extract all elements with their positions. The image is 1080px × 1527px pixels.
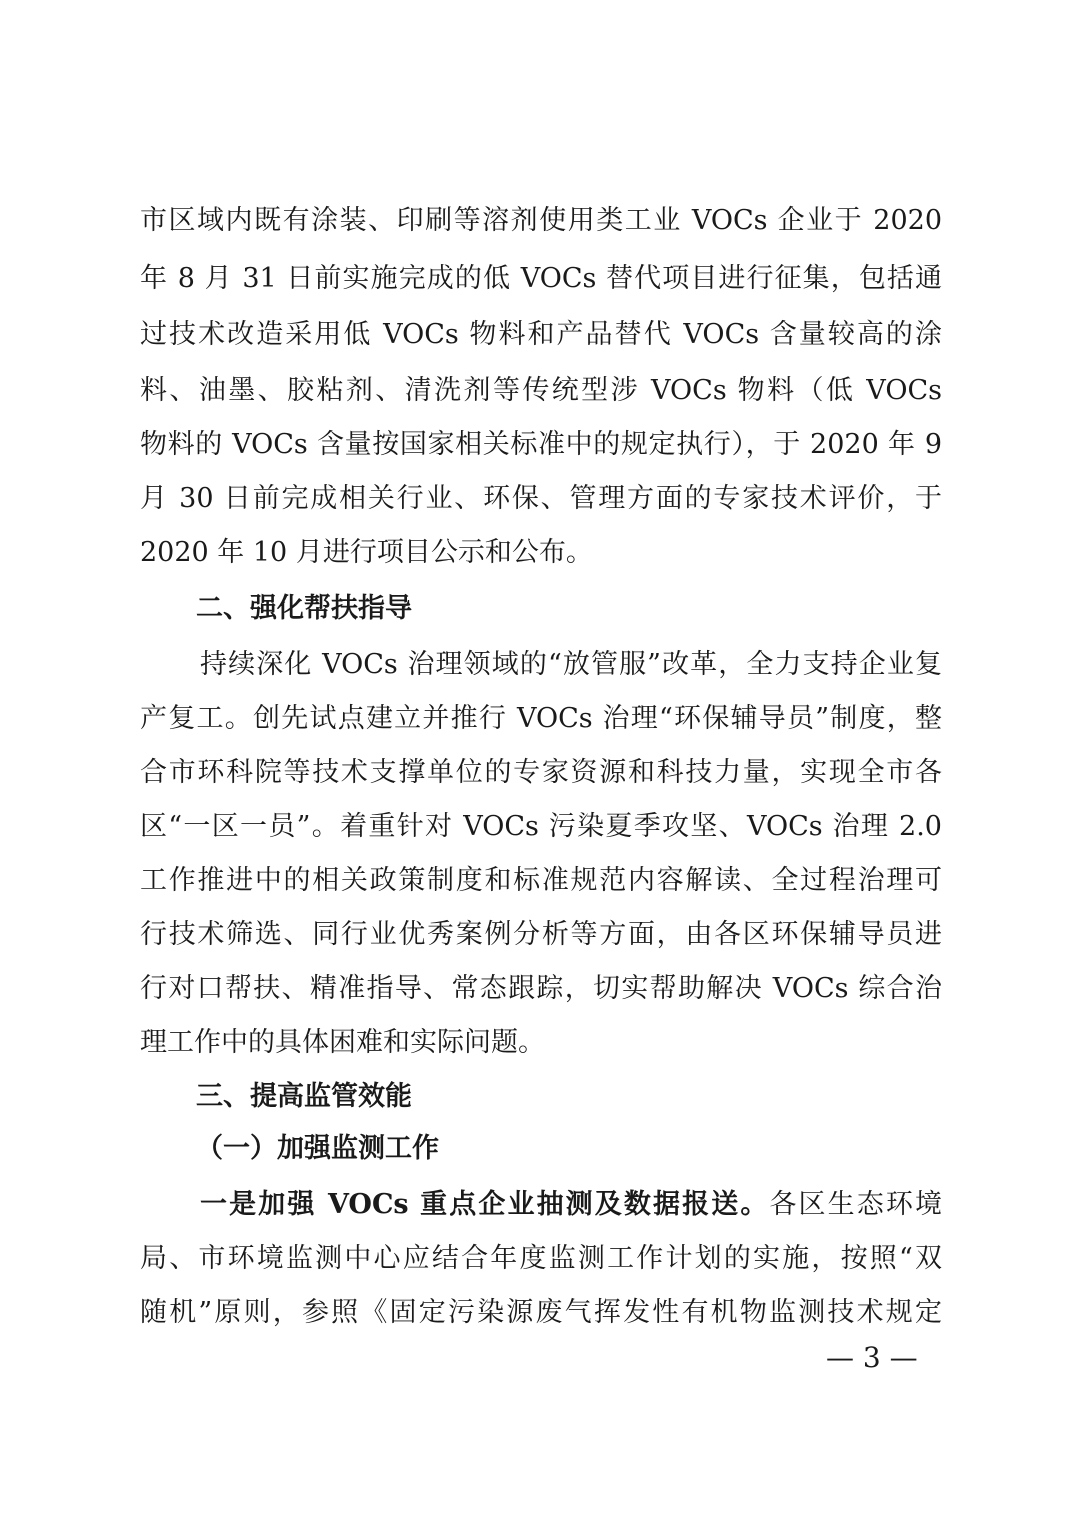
paragraph-line-first: 持续深化 VOCs 治理领域的“放管服”改革，全力支持企业复 (200, 649, 942, 680)
paragraph-line-last: 2020 年 10 月进行项目公示和公布。 (140, 537, 593, 568)
paragraph-line: 年 8 月 31 日前实施完成的低 VOCs 替代项目进行征集，包括通 (140, 263, 942, 294)
paragraph-line: 料、油墨、胶粘剂、清洗剂等传统型涉 VOCs 物料（低 VOCs (140, 375, 942, 406)
subsection-heading: （一）加强监测工作 (196, 1133, 439, 1164)
paragraph-line-first (200, 1180, 942, 1230)
bold-lead-text: 一是加强 VOCs 重点企业抽测及数据报送。 (200, 1189, 770, 1220)
paragraph-line: 物料的 VOCs 含量按国家相关标准中的规定执行），于 2020 年 9 (140, 429, 942, 460)
paragraph-line: 过技术改造采用低 VOCs 物料和产品替代 VOCs 含量较高的涂 (140, 319, 942, 350)
section-heading: 三、提高监管效能 (196, 1081, 412, 1112)
paragraph-line: 市区域内既有涂装、印刷等溶剂使用类工业 VOCs 企业于 2020 (140, 205, 942, 236)
paragraph-line: 工作推进中的相关政策制度和标准规范内容解读、全过程治理可 (140, 865, 942, 896)
paragraph-line: 行对口帮扶、精准指导、常态跟踪，切实帮助解决 VOCs 综合治 (140, 973, 942, 1004)
paragraph-line: 随机”原则，参照《固定污染源废气挥发性有机物监测技术规定 (140, 1297, 942, 1328)
paragraph-line: 局、市环境监测中心应结合年度监测工作计划的实施，按照“双 (140, 1243, 942, 1274)
paragraph-line-last: 理工作中的具体困难和实际问题。 (140, 1027, 545, 1058)
paragraph-line: 产复工。创先试点建立并推行 VOCs 治理“环保辅导员”制度，整 (140, 703, 942, 734)
paragraph-line: 区“一区一员”。着重针对 VOCs 污染夏季攻坚、VOCs 治理 2.0 (140, 811, 942, 842)
paragraph-line: 合市环科院等技术支撑单位的专家资源和科技力量，实现全市各 (140, 757, 942, 788)
paragraph-line: 行技术筛选、同行业优秀案例分析等方面，由各区环保辅导员进 (140, 919, 942, 950)
lead-rest-text: 各区生态环境 (769, 1189, 942, 1220)
page-number: — 3 — (826, 1341, 918, 1374)
paragraph-line: 月 30 日前完成相关行业、环保、管理方面的专家技术评价，于 (140, 483, 942, 514)
section-heading: 二、强化帮扶指导 (196, 593, 412, 624)
